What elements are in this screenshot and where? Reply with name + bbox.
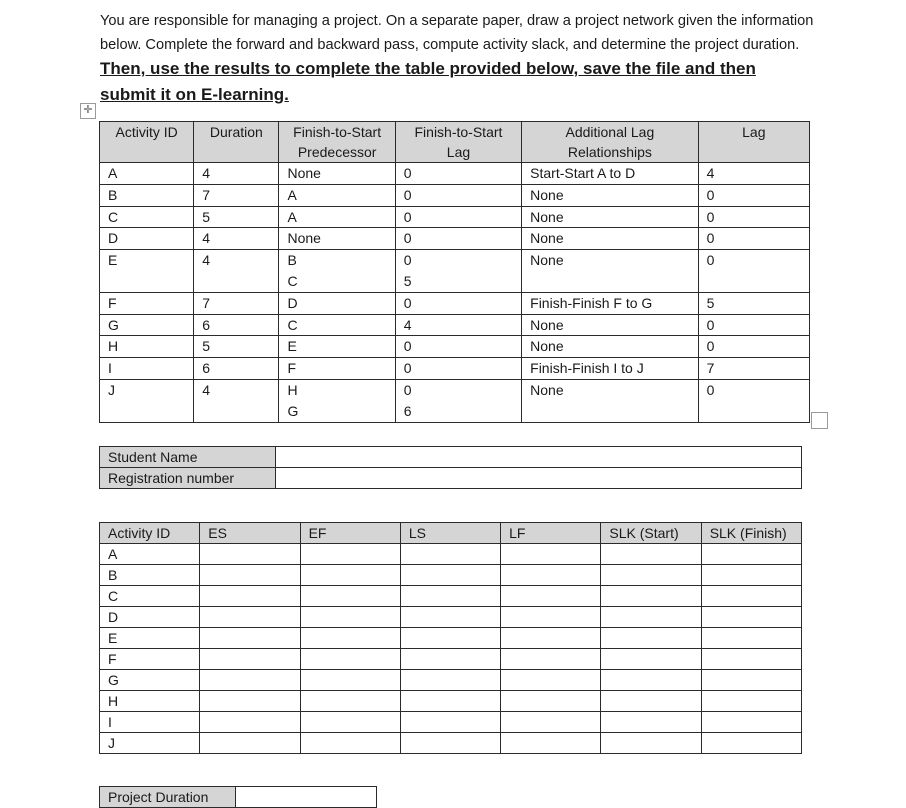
lag-cell: 0 xyxy=(698,336,809,358)
results-ls-cell[interactable] xyxy=(400,544,500,565)
results-slk-start-cell[interactable] xyxy=(601,607,701,628)
results-slk-start-cell[interactable] xyxy=(601,712,701,733)
activity-id-cell: F xyxy=(100,292,194,314)
registration-number-field[interactable] xyxy=(276,468,802,489)
results-slk-start-cell[interactable] xyxy=(601,544,701,565)
duration-cell: 7 xyxy=(194,184,279,206)
results-ef-cell[interactable] xyxy=(300,565,400,586)
results-row-d xyxy=(100,607,802,628)
results-slk-finish-cell[interactable] xyxy=(701,712,801,733)
predecessor-value: H xyxy=(287,381,298,398)
project-duration-field[interactable] xyxy=(236,787,377,808)
duration-cell: 4 xyxy=(194,379,279,422)
predecessor-cell xyxy=(279,184,395,206)
results-lf-cell[interactable] xyxy=(501,628,601,649)
results-row-e xyxy=(100,628,802,649)
student-name-field[interactable] xyxy=(276,447,802,468)
activity-row-g xyxy=(100,314,810,336)
lag-cell: 7 xyxy=(698,358,809,380)
fs-lag-cell xyxy=(395,292,521,314)
results-slk-start-cell[interactable] xyxy=(601,649,701,670)
results-lf-cell[interactable] xyxy=(501,670,601,691)
results-ls-cell[interactable] xyxy=(400,733,500,754)
results-es-cell[interactable] xyxy=(200,628,300,649)
duration-cell: 4 xyxy=(194,163,279,185)
fs-lag-value: 6 xyxy=(403,402,412,419)
results-row-g xyxy=(100,670,802,691)
activity-id-cell: H xyxy=(100,336,194,358)
lag-cell: 5 xyxy=(698,292,809,314)
fs-lag-value: 0 xyxy=(403,338,412,355)
results-activity-id-cell: C xyxy=(100,586,200,607)
fs-lag-cell xyxy=(395,379,521,422)
instructions-emphasis: Then, use the results to complete the table provided below, save the file and then submit it on E-learning. xyxy=(100,59,756,104)
student-name-row xyxy=(100,447,802,468)
additional-lag-cell: Finish-Finish I to J xyxy=(522,358,698,380)
results-activity-id-cell: I xyxy=(100,712,200,733)
header-fs-predecessor xyxy=(279,122,395,163)
results-es-cell[interactable] xyxy=(200,607,300,628)
lag-cell: 0 xyxy=(698,206,809,228)
results-ef-cell[interactable] xyxy=(300,691,400,712)
predecessor-value: D xyxy=(287,294,298,311)
duration-cell: 4 xyxy=(194,250,279,293)
results-ef-cell[interactable] xyxy=(300,712,400,733)
activity-row-e xyxy=(100,250,810,293)
results-ls-cell[interactable] xyxy=(400,628,500,649)
results-slk-start-cell[interactable] xyxy=(601,733,701,754)
predecessor-value: A xyxy=(287,208,297,225)
activity-row-b xyxy=(100,184,810,206)
results-lf-cell[interactable] xyxy=(501,607,601,628)
header-lag: Lag xyxy=(698,122,809,163)
duration-cell: 6 xyxy=(194,314,279,336)
results-ef-cell[interactable] xyxy=(300,628,400,649)
activity-id-cell: J xyxy=(100,379,194,422)
activity-id-cell: C xyxy=(100,206,194,228)
fs-lag-value: 0 xyxy=(403,208,412,225)
predecessor-cell xyxy=(279,250,395,293)
results-activity-id-cell: J xyxy=(100,733,200,754)
results-activity-id-cell: D xyxy=(100,607,200,628)
predecessor-cell xyxy=(279,358,395,380)
results-header-activity-id: Activity ID xyxy=(100,523,200,544)
results-ef-cell[interactable] xyxy=(300,544,400,565)
results-ls-cell[interactable] xyxy=(400,607,500,628)
fs-lag-cell xyxy=(395,314,521,336)
fs-lag-value: 5 xyxy=(403,272,412,289)
results-es-cell[interactable] xyxy=(200,670,300,691)
activity-row-f xyxy=(100,292,810,314)
results-row-f xyxy=(100,649,802,670)
predecessor-value: B xyxy=(287,252,297,269)
registration-number-label: Registration number xyxy=(100,468,276,489)
header-fs-predecessor-line2: Predecessor xyxy=(297,144,377,160)
lag-cell: 0 xyxy=(698,314,809,336)
predecessor-value: G xyxy=(287,402,299,419)
fs-lag-value: 0 xyxy=(403,165,412,181)
additional-lag-cell: None xyxy=(522,379,698,422)
activity-row-h xyxy=(100,336,810,358)
results-table xyxy=(99,522,802,754)
results-header-slk-start: SLK (Start) xyxy=(601,523,701,544)
results-row-h xyxy=(100,691,802,712)
header-fs-lag xyxy=(395,122,521,163)
duration-cell: 6 xyxy=(194,358,279,380)
results-lf-cell[interactable] xyxy=(501,712,601,733)
results-row-c xyxy=(100,586,802,607)
fs-lag-cell xyxy=(395,250,521,293)
header-duration: Duration xyxy=(194,122,279,163)
fs-lag-cell xyxy=(395,228,521,250)
results-ef-cell[interactable] xyxy=(300,586,400,607)
additional-lag-cell: None xyxy=(522,228,698,250)
activity-table xyxy=(99,121,810,423)
results-es-cell[interactable] xyxy=(200,712,300,733)
fs-lag-value: 0 xyxy=(403,230,412,247)
activity-id-cell: E xyxy=(100,250,194,293)
activity-id-cell: I xyxy=(100,358,194,380)
results-header-ef: EF xyxy=(300,523,400,544)
results-ef-cell[interactable] xyxy=(300,733,400,754)
results-ef-cell[interactable] xyxy=(300,670,400,691)
results-slk-finish-cell[interactable] xyxy=(701,691,801,712)
results-slk-finish-cell[interactable] xyxy=(701,649,801,670)
lag-cell: 0 xyxy=(698,184,809,206)
results-header-lf: LF xyxy=(501,523,601,544)
predecessor-cell xyxy=(279,163,395,185)
lag-cell: 4 xyxy=(698,163,809,185)
results-row-b xyxy=(100,565,802,586)
fs-lag-value: 4 xyxy=(403,316,412,333)
header-additional-lag xyxy=(522,122,698,163)
activity-id-cell: A xyxy=(100,163,194,185)
results-slk-finish-cell[interactable] xyxy=(701,586,801,607)
activity-id-cell: G xyxy=(100,314,194,336)
student-name-label: Student Name xyxy=(100,447,276,468)
fs-lag-cell xyxy=(395,206,521,228)
fs-lag-value: 0 xyxy=(403,252,412,269)
predecessor-value: None xyxy=(287,165,321,181)
results-activity-id-cell: F xyxy=(100,649,200,670)
duration-cell: 5 xyxy=(194,206,279,228)
lag-cell: 0 xyxy=(698,379,809,422)
results-slk-finish-cell[interactable] xyxy=(701,607,801,628)
results-header-slk-finish: SLK (Finish) xyxy=(701,523,801,544)
results-slk-start-cell[interactable] xyxy=(601,628,701,649)
registration-number-row xyxy=(100,468,802,489)
fs-lag-cell xyxy=(395,336,521,358)
move-cross-icon[interactable]: ✛ xyxy=(80,103,96,119)
results-header-es: ES xyxy=(200,523,300,544)
fs-lag-value: 0 xyxy=(403,360,412,377)
predecessor-cell xyxy=(279,292,395,314)
duration-cell: 5 xyxy=(194,336,279,358)
results-es-cell[interactable] xyxy=(200,544,300,565)
instructions-paragraph xyxy=(100,10,815,108)
duration-cell: 7 xyxy=(194,292,279,314)
fs-lag-cell xyxy=(395,358,521,380)
results-slk-finish-cell[interactable] xyxy=(701,544,801,565)
results-header-ls: LS xyxy=(400,523,500,544)
fs-lag-value: 0 xyxy=(403,186,412,203)
additional-lag-cell: Finish-Finish F to G xyxy=(522,292,698,314)
results-row-a xyxy=(100,544,802,565)
fs-lag-value: 0 xyxy=(403,294,412,311)
header-fs-lag-line2: Lag xyxy=(446,144,471,160)
additional-lag-cell: None xyxy=(522,184,698,206)
fs-lag-cell xyxy=(395,184,521,206)
results-lf-cell[interactable] xyxy=(501,733,601,754)
results-activity-id-cell: B xyxy=(100,565,200,586)
results-ef-cell[interactable] xyxy=(300,607,400,628)
results-ls-cell[interactable] xyxy=(400,691,500,712)
additional-lag-cell: None xyxy=(522,206,698,228)
fs-lag-value: 0 xyxy=(403,381,412,398)
additional-lag-cell: None xyxy=(522,250,698,293)
results-activity-id-cell: H xyxy=(100,691,200,712)
results-ls-cell[interactable] xyxy=(400,586,500,607)
results-es-cell[interactable] xyxy=(200,733,300,754)
results-es-cell[interactable] xyxy=(200,586,300,607)
results-es-cell[interactable] xyxy=(200,691,300,712)
results-slk-start-cell[interactable] xyxy=(601,670,701,691)
predecessor-value: C xyxy=(287,272,298,289)
header-additional-lag-line2: Relationships xyxy=(567,144,652,160)
activity-row-d xyxy=(100,228,810,250)
activity-id-cell: B xyxy=(100,184,194,206)
student-info-table xyxy=(99,446,802,489)
results-ls-cell[interactable] xyxy=(400,565,500,586)
results-lf-cell[interactable] xyxy=(501,544,601,565)
instructions-text: You are responsible for managing a project. On a separate paper, draw a project network given the information below. Complete the forward and backward pass, compute activity slack, and determine the project duration. xyxy=(100,13,814,53)
results-slk-start-cell[interactable] xyxy=(601,586,701,607)
results-table-header-row xyxy=(100,523,802,544)
results-lf-cell[interactable] xyxy=(501,565,601,586)
predecessor-cell xyxy=(279,379,395,422)
results-ls-cell[interactable] xyxy=(400,670,500,691)
activity-id-cell: D xyxy=(100,228,194,250)
results-activity-id-cell: E xyxy=(100,628,200,649)
results-slk-start-cell[interactable] xyxy=(601,565,701,586)
predecessor-value: E xyxy=(287,338,297,355)
results-es-cell[interactable] xyxy=(200,565,300,586)
project-duration-row xyxy=(100,787,377,808)
resize-square-icon[interactable] xyxy=(811,412,828,429)
predecessor-cell xyxy=(279,314,395,336)
activity-row-c xyxy=(100,206,810,228)
results-ls-cell[interactable] xyxy=(400,712,500,733)
activity-row-j xyxy=(100,379,810,422)
results-lf-cell[interactable] xyxy=(501,649,601,670)
results-slk-finish-cell[interactable] xyxy=(701,565,801,586)
results-ls-cell[interactable] xyxy=(400,649,500,670)
duration-cell: 4 xyxy=(194,228,279,250)
header-fs-predecessor-line1: Finish-to-Start xyxy=(293,124,382,140)
activity-row-a xyxy=(100,163,810,185)
header-activity-id: Activity ID xyxy=(100,122,194,163)
lag-cell: 0 xyxy=(698,228,809,250)
results-es-cell[interactable] xyxy=(200,649,300,670)
predecessor-value: A xyxy=(287,186,297,203)
lag-cell: 0 xyxy=(698,250,809,293)
project-duration-label: Project Duration xyxy=(100,787,236,808)
results-activity-id-cell: A xyxy=(100,544,200,565)
results-lf-cell[interactable] xyxy=(501,586,601,607)
additional-lag-cell: None xyxy=(522,314,698,336)
header-fs-lag-line1: Finish-to-Start xyxy=(414,124,503,140)
activity-row-i xyxy=(100,358,810,380)
results-lf-cell[interactable] xyxy=(501,691,601,712)
header-additional-lag-line1: Additional Lag xyxy=(565,124,655,140)
results-ef-cell[interactable] xyxy=(300,649,400,670)
results-slk-finish-cell[interactable] xyxy=(701,628,801,649)
predecessor-value: C xyxy=(287,316,298,333)
results-row-j xyxy=(100,733,802,754)
additional-lag-cell: None xyxy=(522,336,698,358)
predecessor-value: None xyxy=(287,230,321,247)
predecessor-value: F xyxy=(287,360,297,377)
predecessor-cell xyxy=(279,336,395,358)
results-slk-start-cell[interactable] xyxy=(601,691,701,712)
fs-lag-cell xyxy=(395,163,521,185)
results-slk-finish-cell[interactable] xyxy=(701,670,801,691)
results-activity-id-cell: G xyxy=(100,670,200,691)
predecessor-cell xyxy=(279,206,395,228)
activity-table-header-row xyxy=(100,122,810,163)
results-row-i xyxy=(100,712,802,733)
predecessor-cell xyxy=(279,228,395,250)
results-slk-finish-cell[interactable] xyxy=(701,733,801,754)
additional-lag-cell: Start-Start A to D xyxy=(522,163,698,185)
